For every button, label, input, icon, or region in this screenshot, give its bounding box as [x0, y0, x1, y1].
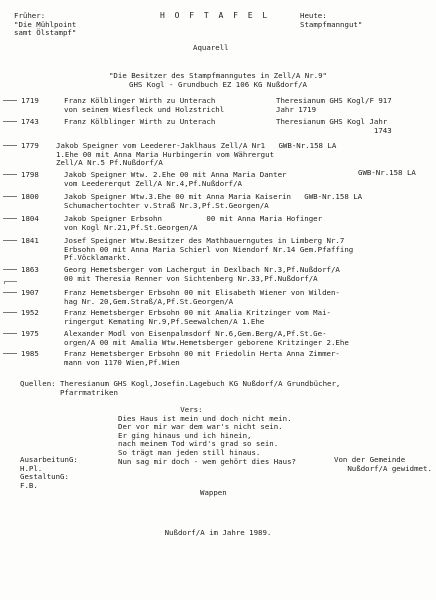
entry-reference: GWB-Nr.158 LA [358, 168, 416, 177]
entry-year: 1800 [21, 192, 39, 201]
entry-year: 1798 [21, 170, 39, 179]
current-name: Heute: Stampfmanngut" [300, 11, 363, 29]
row-dash [3, 292, 17, 293]
entry-reference: Theresianum GHS Kogl/F 917 Jahr 1719 [276, 96, 392, 114]
entry-year: 1841 [21, 236, 39, 245]
entry-text: Alexander Modl von Eisenpalmsdorf Nr.6,Gem.Berg/A,Pf.St.Ge- orgen/A 00 mit Amalia Wtw.Hemetsberger geborene Kritzinger 2.Ehe [64, 329, 349, 347]
entry-text: Franz Kölblinger Wirth zu Unterach von seinem Wiesfleck und Holzstrichl [64, 96, 225, 114]
entry-year: 1779 [21, 141, 39, 150]
entry-text: Jakob Speigner Erbsohn 00 mit Anna Maria Hofinger von Kogl Nr.21,Pf.St.Georgen/A [64, 214, 323, 232]
house-verse: Vers: Dies Haus ist mein und doch nicht mein. Der vor mir war dem war's nicht sein. Er ging hinaus und ich hinein, nach meinem Tod wird's grad so sein. So trägt man jeden still hinaus. Nun sag mir doch - wem gehört dies Haus? [118, 405, 296, 466]
entry-text: Georg Hemetsberger vom Lachergut in Dexlbach Nr.3,Pf.Nußdorf/A 00 mit Theresia Renner von Sichtenberg Nr.33,Pf.Nußdorf/A [64, 265, 340, 283]
entry-year: 1975 [21, 329, 39, 338]
entry-reference: Theresianum GHS Kogl Jahr 1743 [276, 117, 392, 135]
row-dash [3, 353, 17, 354]
entry-text: Jakob Speigner vom Leederer-Jaklhaus Zell/A Nr1 GWB-Nr.158 LA 1.Ehe 00 mit Anna Maria Hurbingerin vom Währergut Zell/A Nr.5 Pf.Nußdorf/A [56, 141, 337, 168]
credits: AusarbeitunG: H.Pl. GestaltunG: F.B. [20, 455, 78, 490]
entry-year: 1952 [21, 308, 39, 317]
entry-text: Franz Hemetsberger Erbsohn 00 mit Amalia Kritzinger vom Mai- ringergut Kemating Nr.9,Pf.Seewalchen/A 1.Ehe [64, 308, 331, 326]
row-dash [3, 145, 17, 146]
margin-mark [4, 281, 17, 284]
row-dash [3, 218, 17, 219]
row-dash [3, 174, 17, 175]
entry-text: Josef Speigner Wtw.Besitzer des Mathbauerngutes in Limberg Nr.7 Erbsohn 00 mit Anna Maria Schierl von Niendorf Nr.14 Gem.Pfaffing Pf.Vöcklamarkt. [64, 236, 354, 263]
entry-year: 1985 [21, 349, 39, 358]
row-dash [3, 100, 17, 101]
owners-subheading: GHS Kogl - Grundbuch EZ 106 KG Nußdorf/A [129, 80, 307, 89]
technique-label: Aquarell [193, 43, 229, 52]
entry-year: 1804 [21, 214, 39, 223]
row-dash [3, 333, 17, 334]
entry-text: Jakob Speigner Wtw.3.Ehe 00 mit Anna Maria Kaiserin GWB-Nr.158 LA Schumachertochter v.Straß Nr.3,Pf.St.Georgen/A [64, 192, 363, 210]
row-dash [3, 269, 17, 270]
place-date-line: Nußdorf/A im Jahre 1989. [164, 528, 272, 537]
row-dash [3, 312, 17, 313]
row-dash [3, 196, 17, 197]
municipality-dedication: Von der Gemeinde Nußdorf/A gewidmet. [334, 455, 432, 473]
entry-text: Jakob Speigner Wtw. 2.Ehe 00 mit Anna Maria Danter vom Leedererqut Zell/A Nr.4,Pf.Nußdorf/A [64, 170, 287, 188]
owners-heading: "Die Besitzer des Stampfmanngutes in Zell/A Nr.9" [108, 71, 328, 80]
entry-year: 1743 [21, 117, 39, 126]
entry-text: Franz Kölblinger Wirth zu Unterach [64, 117, 216, 126]
document-title: H O F T A F E L [160, 11, 270, 20]
entry-year: 1719 [21, 96, 39, 105]
entry-text: Franz Hemetsberger Erbsohn 00 mit Elisabeth Wiener von Wilden- hag Nr. 20,Gem.Straß/A,Pf.St.Georgen/A [64, 288, 340, 306]
coat-of-arms-label: Wappen [200, 488, 227, 497]
row-dash [3, 121, 17, 122]
former-name: Früher: "Die Mühlpoint samt Ölstampf" [14, 11, 77, 38]
row-dash [3, 240, 17, 241]
entry-text: Franz Hemetsberger Erbsohn 00 mit Friedolin Herta Anna Zimmer- mann von 1170 Wien,Pf.Wien [64, 349, 340, 367]
sources-note: Quellen: Theresianum GHS Kogl,Josefin.Lagebuch KG Nußdorf/A Grundbücher, Pfarrmatriken [20, 379, 341, 397]
entry-year: 1907 [21, 288, 39, 297]
entry-year: 1863 [21, 265, 39, 274]
